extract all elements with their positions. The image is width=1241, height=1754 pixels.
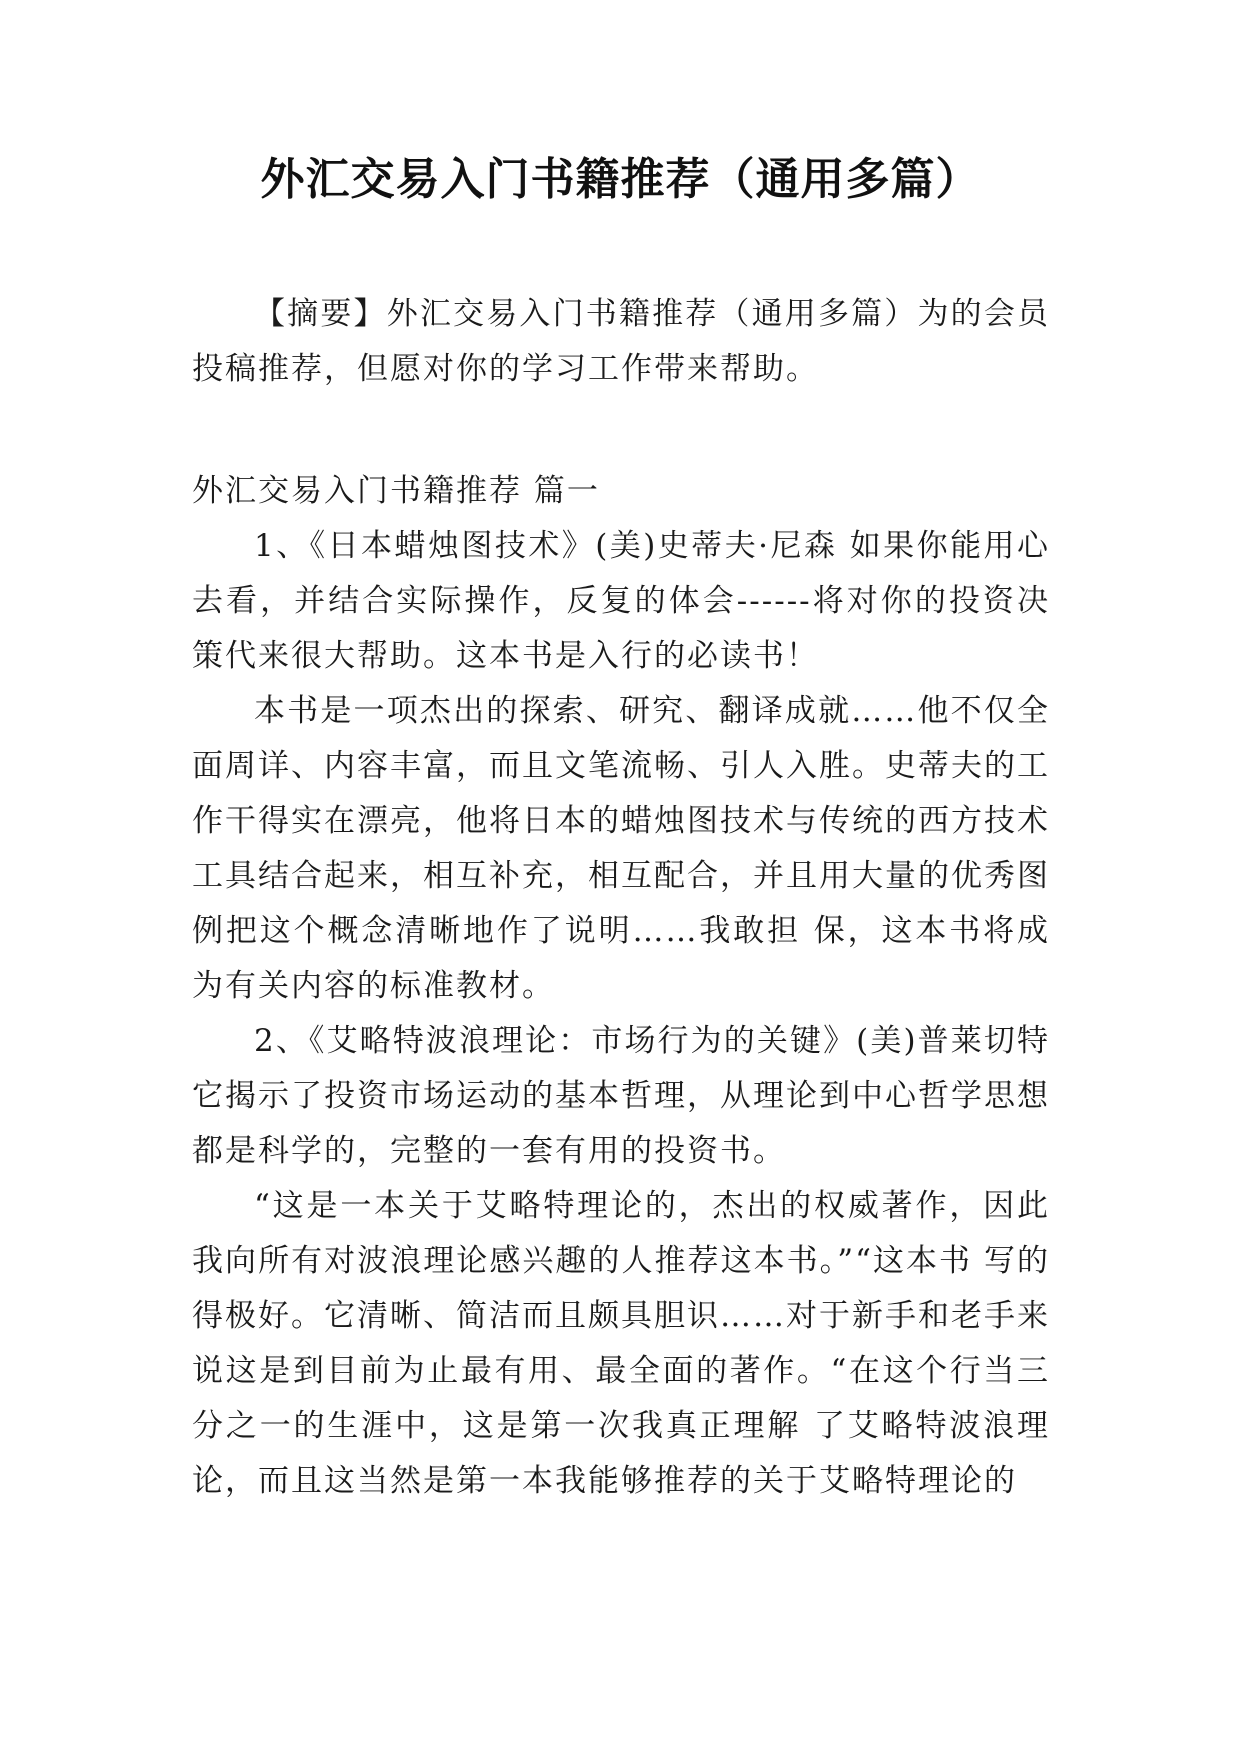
paragraph-book-1: 1、《日本蜡烛图技术》(美)史蒂夫·尼森 如果你能用心去看，并结合实际操作，反复的体会------将对你的投资决策代来很大帮助。这本书是入行的必读书！ [192,528,1050,674]
document-title: 外汇交易入门书籍推荐（通用多篇） [260,154,981,205]
section-heading: 外汇交易入门书籍推荐 篇一 [192,473,600,509]
abstract-block [192,287,1050,397]
abstract-paragraph: 【摘要】外汇交易入门书籍推荐（通用多篇）为的会员投稿推荐，但愿对你的学习工作带来帮助。 [192,296,1050,387]
paragraph-book-2: 2、《艾略特波浪理论：市场行为的关键》(美)普莱切特 它揭示了投资市场运动的基本哲理，从理论到中心哲学思想都是科学的，完整的一套有用的投资书。 [192,1023,1050,1169]
section-one [192,464,1050,1509]
paragraph-book-2-review: “这是一本关于艾略特理论的，杰出的权威著作，因此我向所有对波浪理论感兴趣的人推荐这本书。”“这本书 写的得极好。它清晰、简洁而且颇具胆识……对于新手和老手来说这是到目前为止最有用、最全面的著作。“在这个行当三分之一的生涯中，这是第一次我真正理解 了艾略特波浪理论，而且这当然是第一本我能够推荐的关于艾略特理论的 [192,1188,1050,1499]
paragraph-book-1-review: 本书是一项杰出的探索、研究、翻译成就……他不仅全面周详、内容丰富，而且文笔流畅、引人入胜。史蒂夫的工作干得实在漂亮，他将日本的蜡烛图技术与传统的西方技术工具结合起来，相互补充，相互配合，并且用大量的优秀图例把这个概念清晰地作了说明……我敢担 保，这本书将成为有关内容的标准教材。 [192,693,1050,1004]
